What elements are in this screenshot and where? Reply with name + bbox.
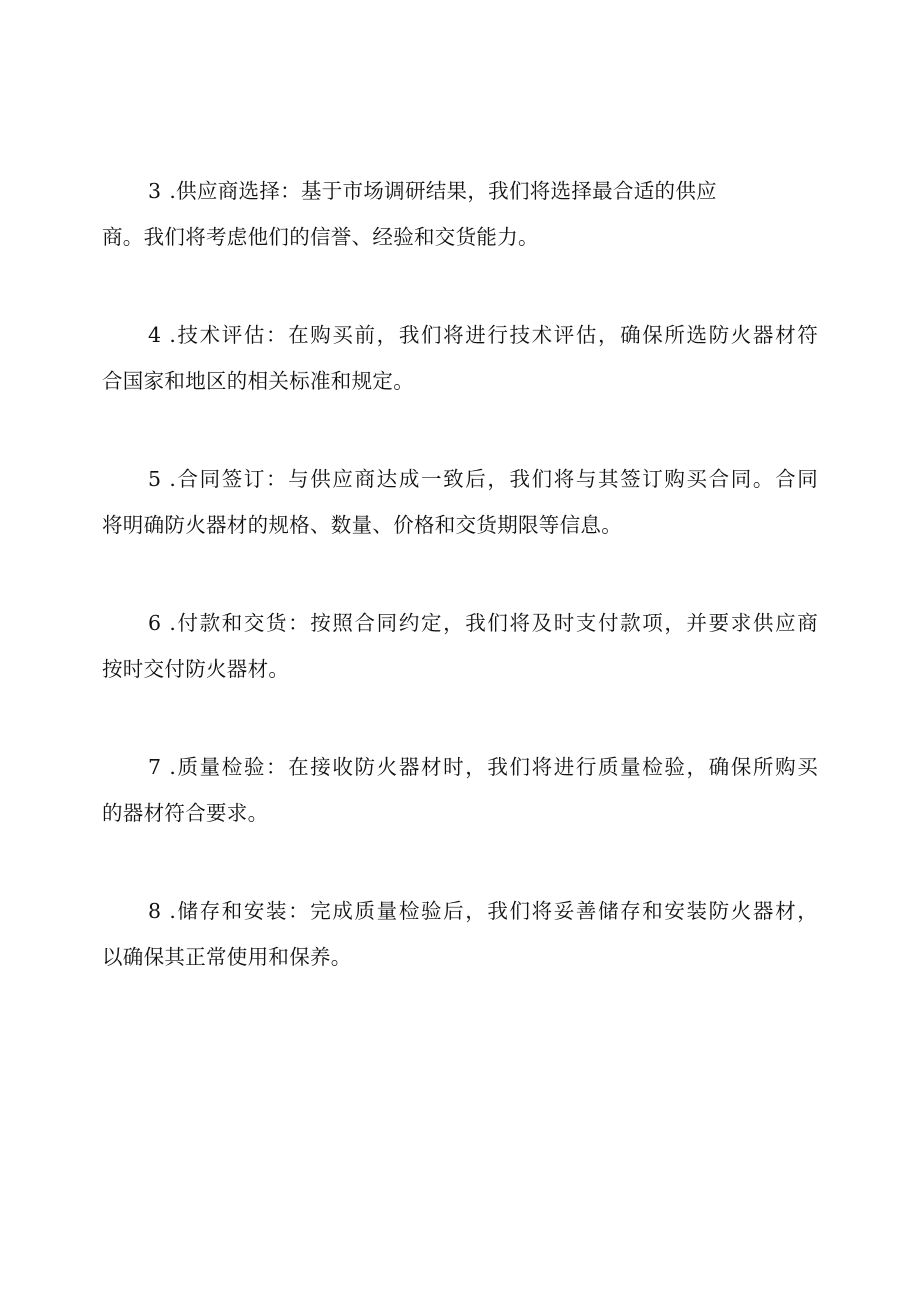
paragraph-text: .质量检验：在接收防火器材时，我们将进行质量检验，确保所购买 bbox=[169, 755, 818, 779]
item-number: 7 bbox=[148, 755, 162, 779]
item-number: 8 bbox=[148, 899, 162, 923]
item-number: 3 bbox=[148, 179, 162, 203]
paragraph-first-line bbox=[102, 312, 818, 358]
paragraph-first-line bbox=[102, 888, 818, 934]
paragraph-continuation-line: 商。我们将考虑他们的信誉、经验和交货能力。 bbox=[102, 225, 539, 249]
paragraph-text: .储存和安装：完成质量检验后，我们将妥善储存和安装防火器材， bbox=[169, 899, 818, 923]
paragraph-item-3 bbox=[102, 168, 818, 260]
paragraph-first-line bbox=[102, 456, 818, 502]
paragraph-text: .供应商选择：基于市场调研结果，我们将选择最合适的供应 bbox=[169, 179, 717, 203]
paragraph-item-7 bbox=[102, 744, 818, 836]
paragraph-continuation-line: 以确保其正常使用和保养。 bbox=[102, 945, 352, 969]
paragraph-continuation-line: 将明确防火器材的规格、数量、价格和交货期限等信息。 bbox=[102, 513, 622, 537]
paragraph-text: .付款和交货：按照合同约定，我们将及时支付款项，并要求供应商 bbox=[169, 611, 818, 635]
paragraph-continuation-line: 的器材符合要求。 bbox=[102, 801, 269, 825]
paragraph-first-line bbox=[102, 600, 818, 646]
paragraph-item-6 bbox=[102, 600, 818, 692]
paragraph-continuation-line: 按时交付防火器材。 bbox=[102, 657, 290, 681]
item-number: 4 bbox=[148, 323, 162, 347]
item-number: 6 bbox=[148, 611, 162, 635]
paragraph-first-line bbox=[102, 744, 818, 790]
paragraph-continuation-line: 合国家和地区的相关标准和规定。 bbox=[102, 369, 414, 393]
paragraph-first-line bbox=[102, 168, 818, 214]
paragraph-item-8 bbox=[102, 888, 818, 980]
paragraph-item-4 bbox=[102, 312, 818, 404]
paragraph-item-5 bbox=[102, 456, 818, 548]
paragraph-text: .技术评估：在购买前，我们将进行技术评估，确保所选防火器材符 bbox=[169, 323, 818, 347]
paragraph-text: .合同签订：与供应商达成一致后，我们将与其签订购买合同。合同 bbox=[169, 467, 818, 491]
item-number: 5 bbox=[148, 467, 162, 491]
